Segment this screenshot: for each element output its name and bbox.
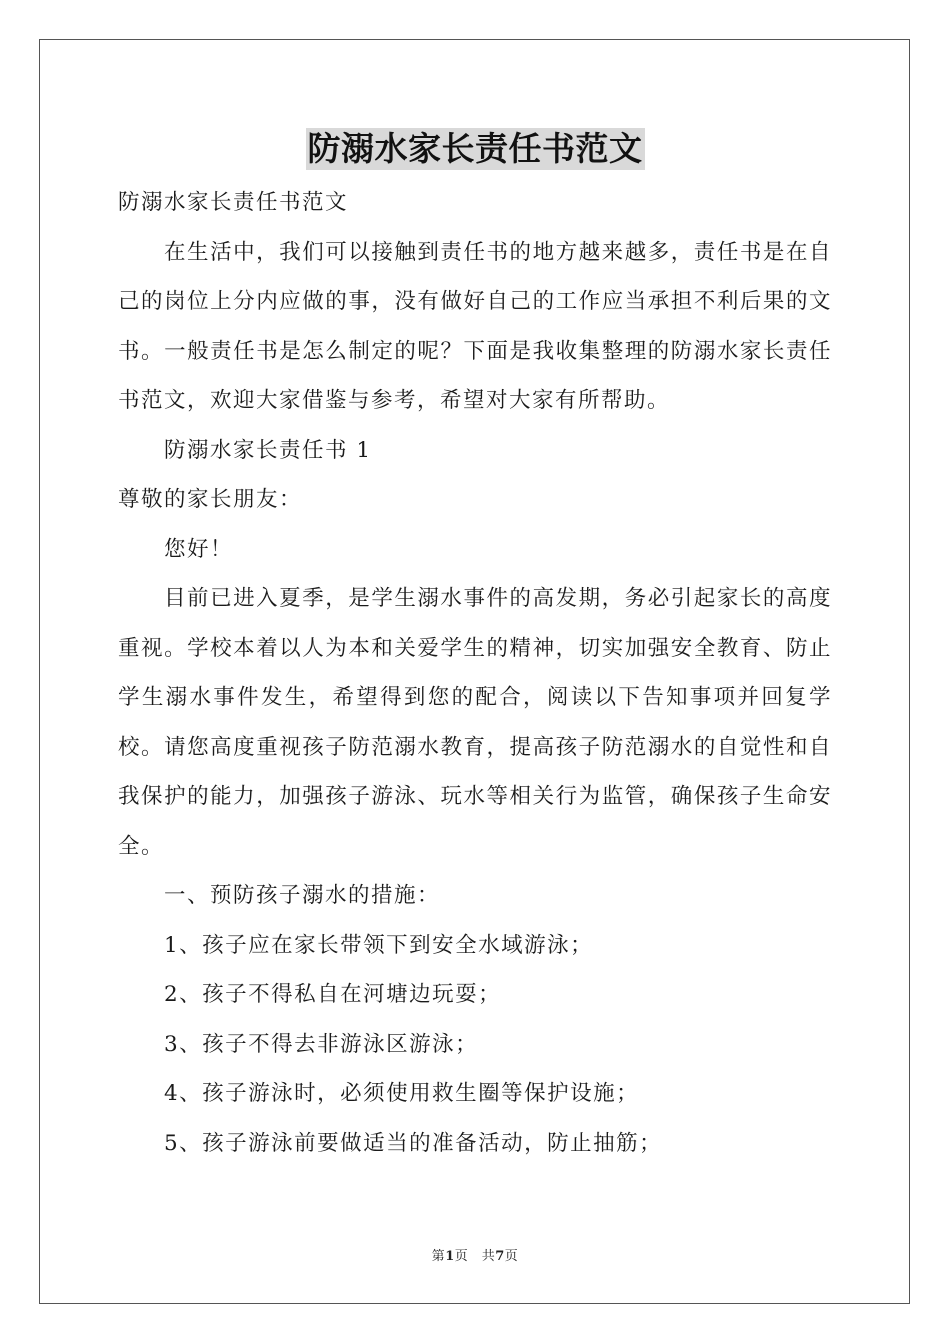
document-body bbox=[118, 178, 832, 1168]
greeting: 您好！ bbox=[164, 536, 234, 562]
intro-paragraph: 在生活中，我们可以接触到责任书的地方越来越多，责任书是在自己的岗位上分内应做的事，没有做好自己的工作应当承担不利后果的文书。一般责任书是怎么制定的呢？下面是我收集整理的防溺水家长责任书范文，欢迎大家借鉴与参考，希望对大家有所帮助。 bbox=[118, 239, 832, 413]
page-prefix: 第 bbox=[431, 1249, 446, 1264]
page-mid: 页 共 bbox=[454, 1249, 496, 1264]
page-footer bbox=[0, 1245, 950, 1264]
measure-item: 3、孩子不得去非游泳区游泳； bbox=[164, 1031, 479, 1057]
measure-item: 4、孩子游泳时，必须使用救生圈等保护设施； bbox=[164, 1081, 640, 1106]
document-title: 防溺水家长责任书范文 bbox=[307, 129, 643, 168]
salutation: 尊敬的家长朋友： bbox=[118, 487, 303, 512]
current-page-number: 1 bbox=[445, 1249, 455, 1264]
total-page-number: 7 bbox=[495, 1249, 505, 1264]
section-heading: 防溺水家长责任书 1 bbox=[164, 437, 372, 463]
title-container bbox=[0, 128, 950, 170]
page-suffix: 页 bbox=[504, 1249, 519, 1264]
measure-item: 1、孩子应在家长带领下到安全水域游泳； bbox=[164, 932, 594, 958]
measure-item: 2、孩子不得私自在河塘边玩耍； bbox=[164, 982, 502, 1007]
body-paragraph: 目前已进入夏季，是学生溺水事件的高发期，务必引起家长的高度重视。学校本着以人为本和关爱学生的精神，切实加强安全教育、防止学生溺水事件发生，希望得到您的配合，阅读以下告知事项并回复学校。请您高度重视孩子防范溺水教育，提高孩子防范溺水的自觉性和自我保护的能力，加强孩子游泳、玩水等相关行为监管，确保孩子生命安全。 bbox=[118, 586, 832, 859]
measure-item: 5、孩子游泳前要做适当的准备活动，防止抽筋； bbox=[164, 1130, 663, 1156]
document-subtitle: 防溺水家长责任书范文 bbox=[118, 190, 349, 215]
measures-heading: 一、预防孩子溺水的措施： bbox=[164, 883, 441, 908]
